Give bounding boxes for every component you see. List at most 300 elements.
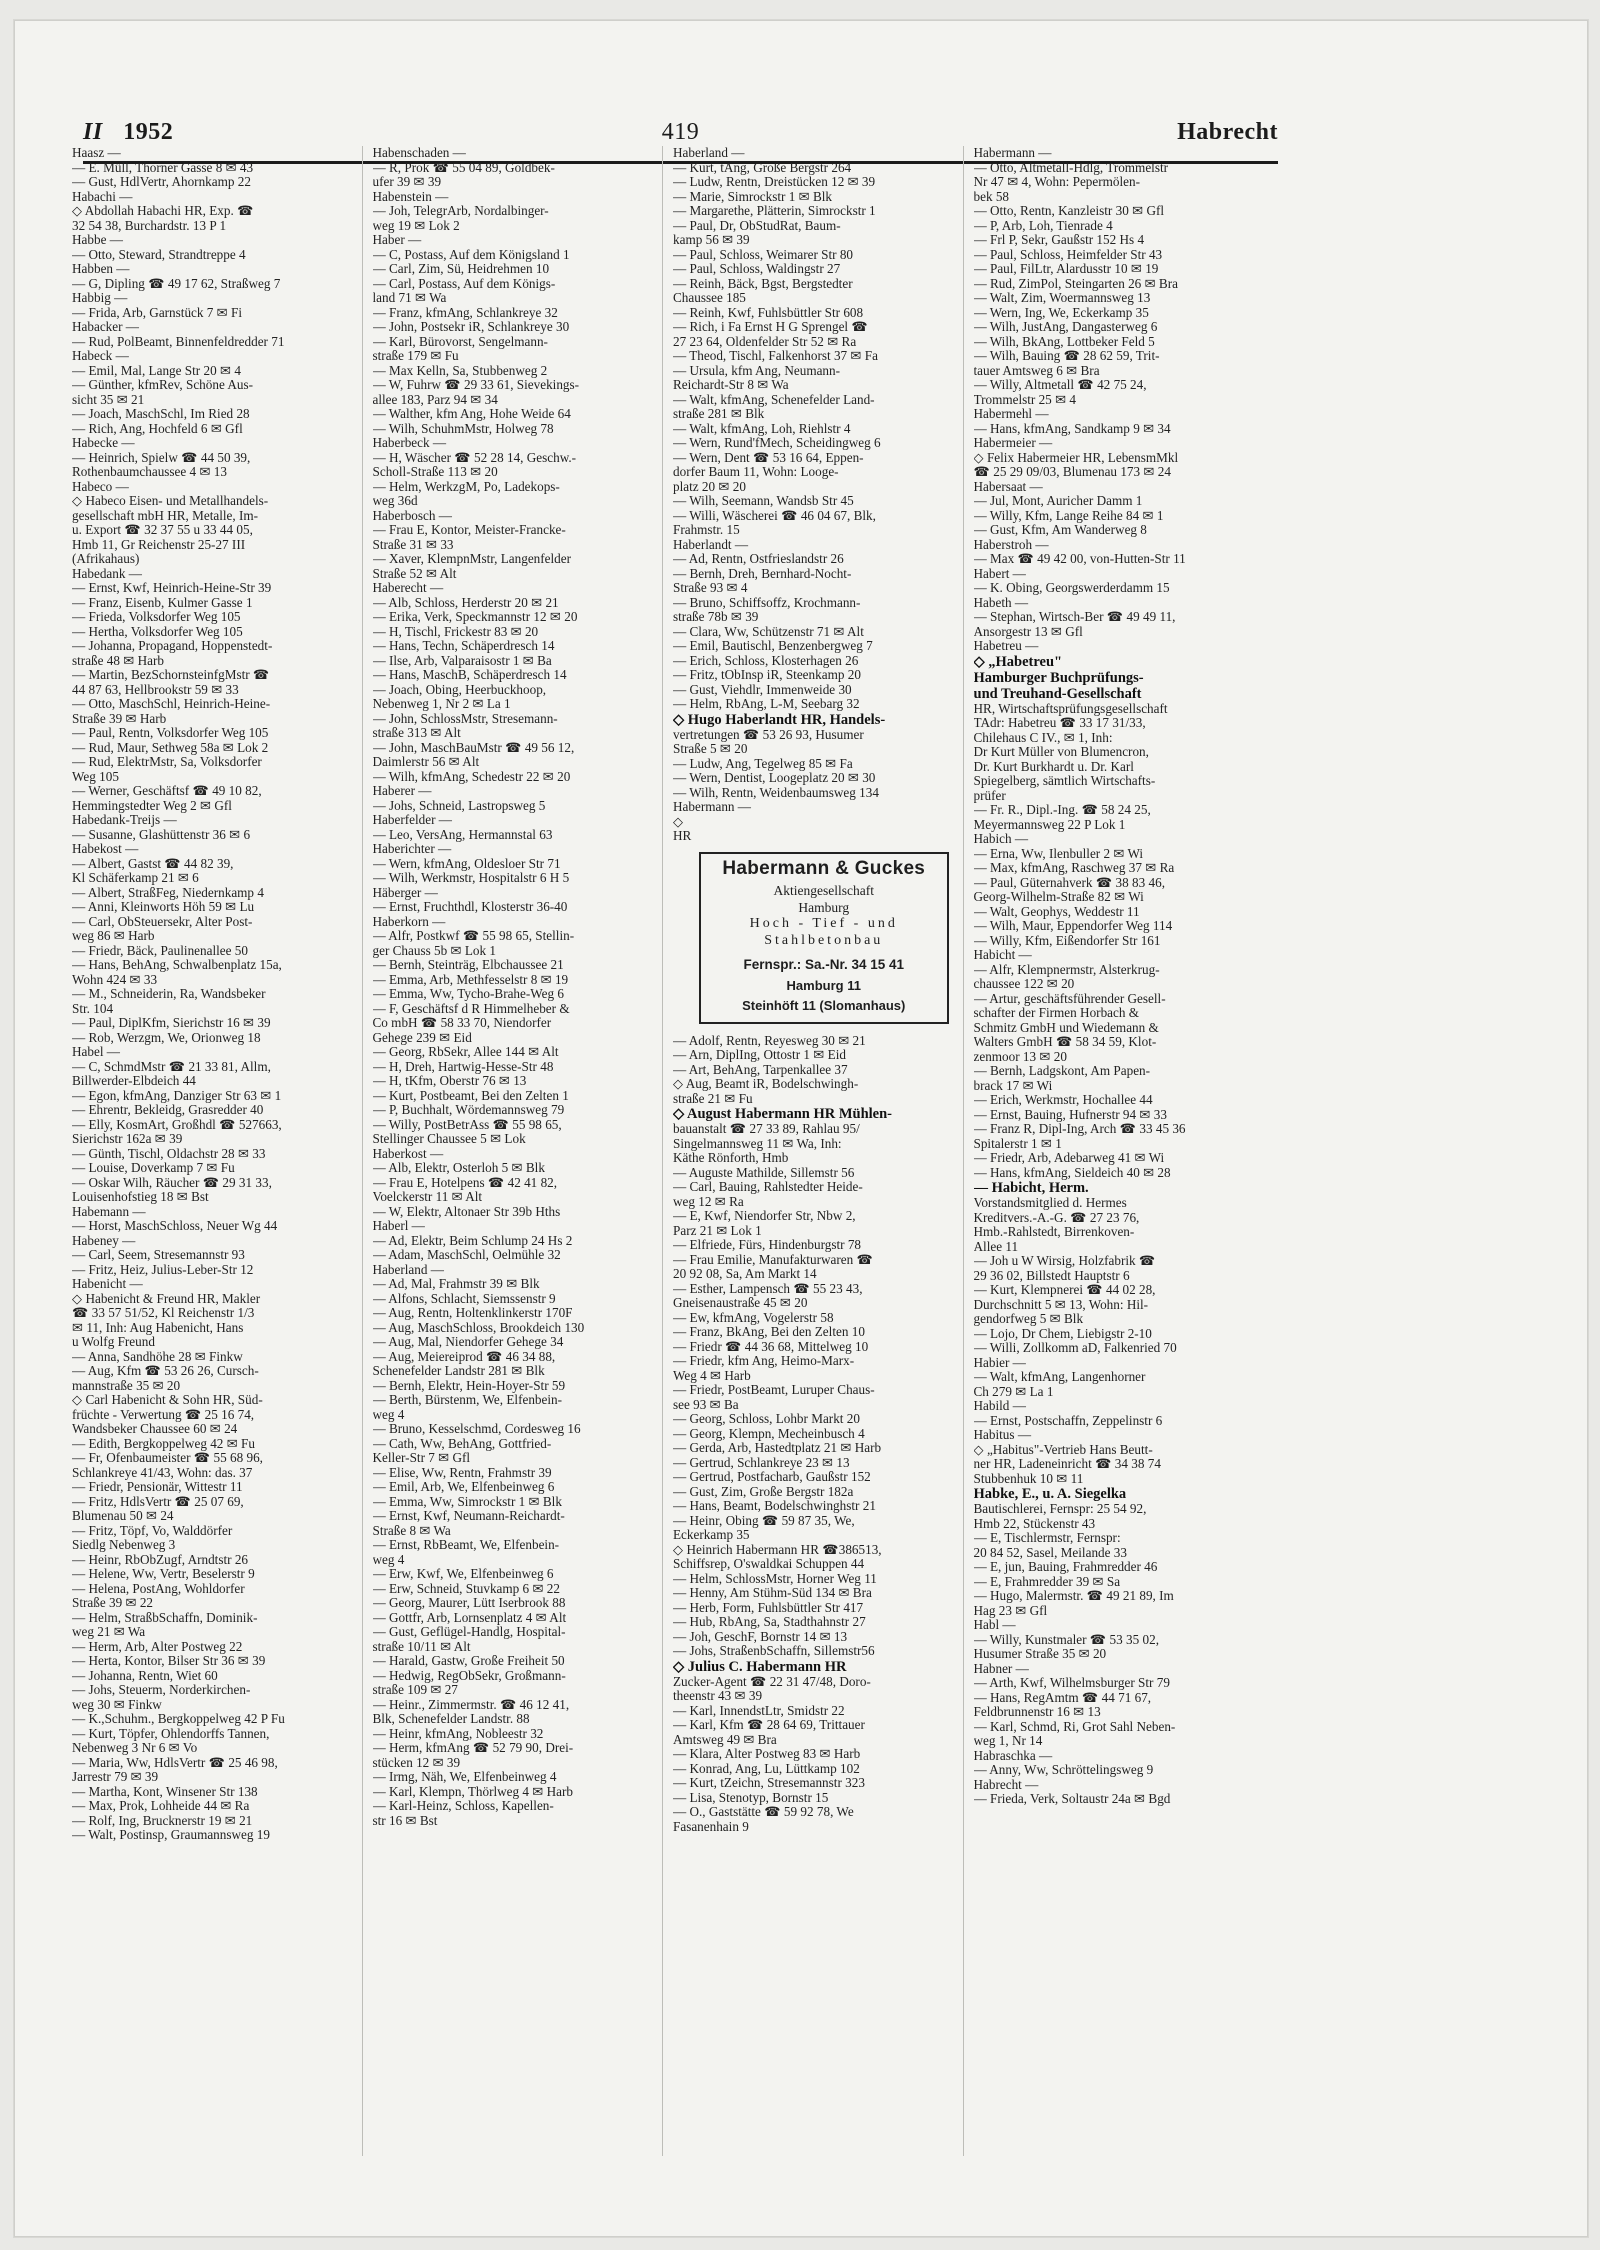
directory-line: — Ew, kfmAng, Vogelerstr 58 bbox=[673, 1310, 834, 1325]
directory-line: Feldbrunnenstr 16 ✉ 13 bbox=[973, 1705, 1101, 1719]
page-number: 419 bbox=[661, 119, 700, 145]
directory-line: stücken 12 ✉ 39 bbox=[372, 1755, 461, 1770]
directory-line: — Heinr, kfmAng, Nobleestr 32 bbox=[372, 1726, 544, 1741]
ad-line2: Hamburg bbox=[798, 899, 850, 915]
directory-line: — E, Frahmredder 39 ✉ Sa bbox=[973, 1574, 1121, 1589]
directory-line: — Gottfr, Arb, Lornsenplatz 4 ✉ Alt bbox=[372, 1610, 567, 1625]
ad-addr1: Hamburg 11 bbox=[786, 977, 861, 993]
directory-line: sicht 35 ✉ 21 bbox=[72, 392, 145, 407]
ad-addr2: Steinhöft 11 (Slomanhaus) bbox=[742, 998, 906, 1013]
directory-line: Schmitz GmbH und Wiedemann & bbox=[973, 1020, 1159, 1035]
directory-line: — Helene, Ww, Vertr, Beselerstr 9 bbox=[72, 1567, 255, 1581]
directory-line: — O., Gaststätte ☎ 59 92 78, We bbox=[673, 1805, 854, 1819]
directory-line: — W, Elektr, Altonaer Str 39b Hths bbox=[372, 1204, 561, 1219]
directory-line: weg 4 bbox=[372, 1407, 405, 1422]
directory-line: — Frida, Arb, Garnstück 7 ✉ Fi bbox=[72, 305, 243, 320]
directory-line: — Wilh, JustAng, Dangasterweg 6 bbox=[973, 320, 1158, 334]
directory-line: — Oskar Wilh, Räucher ☎ 29 31 33, bbox=[72, 1175, 272, 1190]
directory-line: — Frau E, Hotelpens ☎ 42 41 82, bbox=[372, 1175, 558, 1190]
directory-line: Weg 105 bbox=[72, 769, 119, 784]
directory-line: ◇ Aug, Beamt iR, Bodelschwingh- bbox=[673, 1077, 859, 1091]
directory-line: — E, Tischlermstr, Fernspr: bbox=[973, 1531, 1121, 1545]
directory-line: — Hugo, Malermstr. ☎ 49 21 89, Im bbox=[973, 1589, 1174, 1603]
directory-line: — Aug, Kfm ☎ 53 26 26, Cursch- bbox=[72, 1364, 259, 1378]
directory-line: weg 21 ✉ Wa bbox=[72, 1625, 146, 1639]
directory-line: Habbig — bbox=[72, 291, 128, 305]
directory-line: HR bbox=[673, 829, 692, 843]
directory-line: Wandsbeker Chaussee 60 ✉ 24 bbox=[72, 1422, 238, 1436]
directory-line: — Helm, RbAng, L-M, Seebarg 32 bbox=[673, 697, 860, 711]
directory-line: — Franz R, Dipl-Ing, Arch ☎ 33 45 36 bbox=[973, 1122, 1186, 1136]
directory-line: — Gertrud, Postfacharb, Gaußstr 152 bbox=[673, 1470, 871, 1484]
directory-line: — Fr. R., Dipl.-Ing. ☎ 58 24 25, bbox=[973, 803, 1151, 817]
directory-line: Haberichter — bbox=[372, 842, 452, 856]
directory-line: Haberland — bbox=[673, 146, 745, 160]
directory-line: Habacker — bbox=[72, 320, 139, 334]
directory-line: — Kurt, tAng, Große Bergstr 264 bbox=[673, 160, 852, 175]
directory-line: — Hans, Beamt, Bodelschwinghstr 21 bbox=[673, 1499, 876, 1513]
directory-line: — Rud, PolBeamt, Binnenfeldredder 71 bbox=[72, 334, 285, 349]
directory-line: — P, Arb, Loh, Tienrade 4 bbox=[973, 218, 1113, 233]
directory-line: — Erw, Kwf, We, Elfenbeinweg 6 bbox=[372, 1567, 554, 1581]
directory-line: Habetreu — bbox=[973, 639, 1039, 653]
directory-line: — Max, Prok, Lohheide 44 ✉ Ra bbox=[72, 1799, 250, 1813]
directory-line: — Ilse, Arb, Valparaisostr 1 ✉ Ba bbox=[372, 653, 552, 668]
directory-line: — Ernst, Kwf, Neumann-Reichardt- bbox=[372, 1509, 565, 1523]
directory-line: — Günth, Tischl, Oldachstr 28 ✉ 33 bbox=[72, 1146, 266, 1161]
directory-line: Habersaat — bbox=[973, 479, 1043, 494]
directory-line: — Fritz, tObInsp iR, Steenkamp 20 bbox=[673, 668, 861, 682]
directory-line: — Otto, Rentn, Kanzleistr 30 ✉ Gfl bbox=[973, 204, 1165, 218]
directory-line: — Wilh, Bauing ☎ 28 62 59, Trit- bbox=[973, 349, 1160, 363]
directory-line: Habeney — bbox=[72, 1233, 136, 1248]
directory-line: — Carl, Zim, Sü, Heidrehmen 10 bbox=[372, 262, 550, 276]
directory-line: Straße 39 ✉ Harb bbox=[72, 711, 167, 726]
directory-line: Eckerkamp 35 bbox=[673, 1528, 750, 1542]
directory-line: bauanstalt ☎ 27 33 89, Rahlau 95/ bbox=[673, 1122, 860, 1136]
directory-line: 32 54 38, Burchardstr. 13 P 1 bbox=[72, 218, 227, 233]
directory-line: — Anna, Sandhöhe 28 ✉ Finkw bbox=[72, 1349, 243, 1364]
directory-line: — Habicht, Herm. bbox=[973, 1180, 1089, 1196]
directory-line: Straße 93 ✉ 4 bbox=[673, 581, 748, 595]
directory-line: — Erika, Verk, Speckmannstr 12 ✉ 20 bbox=[372, 610, 578, 624]
directory-line: kamp 56 ✉ 39 bbox=[673, 233, 750, 247]
directory-line: — Aug, Meiereiprod ☎ 46 34 88, bbox=[372, 1349, 556, 1364]
directory-line: Keller-Str 7 ✉ Gfl bbox=[372, 1451, 471, 1465]
directory-line: — Carl, ObSteuersekr, Alter Post- bbox=[72, 914, 253, 929]
directory-line: — Esther, Lampensch ☎ 55 23 43, bbox=[673, 1281, 863, 1296]
directory-line: Blumenau 50 ✉ 24 bbox=[72, 1509, 174, 1523]
directory-line: gendorfweg 5 ✉ Blk bbox=[973, 1312, 1084, 1326]
directory-line: — K. Obing, Georgswerderdamm 15 bbox=[973, 581, 1170, 595]
directory-line: Habermeier — bbox=[973, 436, 1053, 450]
directory-line: Haberstroh — bbox=[973, 537, 1049, 552]
directory-line: — Gust, Viehdlr, Immenweide 30 bbox=[673, 682, 852, 697]
directory-line: — Rud, Maur, Sethweg 58a ✉ Lok 2 bbox=[72, 740, 269, 755]
directory-line: — Georg, RbSekr, Allee 144 ✉ Alt bbox=[372, 1045, 559, 1059]
directory-line: — Hertha, Volksdorfer Weg 105 bbox=[72, 624, 243, 639]
directory-line: Nebenweg 3 Nr 6 ✉ Vo bbox=[72, 1741, 198, 1755]
directory-line: Gneisenaustraße 45 ✉ 20 bbox=[673, 1296, 808, 1310]
column-1 bbox=[68, 146, 363, 2156]
directory-line: brack 17 ✉ Wi bbox=[973, 1078, 1053, 1093]
directory-line: Habert — bbox=[973, 566, 1026, 581]
directory-line: — Johs, StraßenbSchaffn, Sillemstr56 bbox=[673, 1644, 875, 1658]
directory-line: Habemann — bbox=[72, 1204, 146, 1219]
directory-line: — Werner, Geschäftsf ☎ 49 10 82, bbox=[72, 784, 262, 798]
directory-line: — Hans, RegAmtm ☎ 44 71 67, bbox=[973, 1690, 1152, 1705]
directory-line: — P, Buchhalt, Wördemannsweg 79 bbox=[372, 1103, 565, 1117]
directory-line: — Friedr ☎ 44 36 68, Mittelweg 10 bbox=[673, 1339, 869, 1354]
directory-line: — Lojo, Dr Chem, Liebigstr 2-10 bbox=[973, 1326, 1152, 1341]
directory-line: — Gust, Geflügel-Handlg, Hospital- bbox=[372, 1625, 566, 1639]
directory-line: ✉ 11, Inh: Aug Habenicht, Hans bbox=[72, 1320, 244, 1335]
directory-line: — Emil, Arb, We, Elfenbeinweg 6 bbox=[372, 1480, 555, 1494]
directory-line: Habben — bbox=[72, 262, 130, 276]
directory-line: — Franz, kfmAng, Schlankreye 32 bbox=[372, 305, 558, 320]
directory-line: Habel — bbox=[72, 1045, 120, 1059]
directory-line: — Hans, Techn, Schäperdresch 14 bbox=[372, 639, 555, 653]
directory-line: — Georg, Maurer, Lütt Iserbrook 88 bbox=[372, 1596, 566, 1610]
directory-line: Habraschka — bbox=[973, 1748, 1053, 1763]
directory-line: Husumer Straße 35 ✉ 20 bbox=[973, 1647, 1107, 1661]
directory-line: — Stephan, Wirtsch-Ber ☎ 49 49 11, bbox=[973, 610, 1176, 624]
directory-line: Haberland — bbox=[372, 1262, 444, 1277]
directory-line: — Paul, DiplKfm, Sierichstr 16 ✉ 39 bbox=[72, 1016, 271, 1030]
directory-line: weg 19 ✉ Lok 2 bbox=[372, 218, 460, 233]
directory-line: — Xaver, KlempnMstr, Langenfelder bbox=[372, 552, 572, 566]
ad-title: Habermann & Guckes bbox=[722, 857, 926, 879]
directory-line: ◇ Habenicht & Freund HR, Makler bbox=[72, 1291, 261, 1306]
directory-line: Weg 4 ✉ Harb bbox=[673, 1368, 751, 1383]
directory-line: ner HR, Ladeneinricht ☎ 34 38 74 bbox=[973, 1457, 1161, 1471]
directory-line: straße 313 ✉ Alt bbox=[372, 726, 461, 740]
directory-line: Reichardt-Str 8 ✉ Wa bbox=[673, 378, 789, 392]
directory-line: — Bruno, Kesselschmd, Cordesweg 16 bbox=[372, 1422, 581, 1436]
directory-line: — Fr, Ofenbaumeister ☎ 55 68 96, bbox=[72, 1451, 263, 1465]
directory-line: — Ursula, kfm Ang, Neumann- bbox=[673, 363, 841, 378]
directory-line: — H, Tischl, Frickestr 83 ✉ 20 bbox=[372, 624, 539, 639]
directory-line: — Frau Emilie, Manufakturwaren ☎ bbox=[673, 1252, 873, 1267]
directory-line: ◇ Hugo Haberlandt HR, Handels- bbox=[673, 711, 886, 728]
directory-line: — Paul, Schloss, Heimfelder Str 43 bbox=[973, 247, 1163, 262]
directory-line: — Hans, kfmAng, Sieldeich 40 ✉ 28 bbox=[973, 1165, 1171, 1180]
directory-line: — Gust, Zim, Große Bergstr 182a bbox=[673, 1484, 854, 1499]
ad-line4: Stahlbetonbau bbox=[764, 932, 884, 948]
directory-line: Haberbeck — bbox=[372, 436, 447, 450]
directory-line: — Emil, Mal, Lange Str 20 ✉ 4 bbox=[72, 363, 241, 378]
directory-line: und Treuhand-Gesellschaft bbox=[973, 685, 1142, 702]
directory-line: ◇ Julius C. Habermann HR bbox=[673, 1658, 847, 1675]
directory-line: Georg-Wilhelm-Straße 82 ✉ Wi bbox=[973, 890, 1144, 904]
directory-line: — R, Prok ☎ 55 04 89, Goldbek- bbox=[372, 160, 555, 175]
directory-line: — Emma, Ww, Simrockstr 1 ✉ Blk bbox=[372, 1494, 562, 1509]
directory-line: — Ad, Elektr, Beim Schlump 24 Hs 2 bbox=[372, 1233, 573, 1248]
directory-line: Jarrestr 79 ✉ 39 bbox=[72, 1770, 159, 1784]
directory-line: weg 12 ✉ Ra bbox=[673, 1194, 744, 1209]
directory-line: — Elise, Ww, Rentn, Frahmstr 39 bbox=[372, 1465, 552, 1480]
directory-line: — Bernh, Steinträg, Elbchaussee 21 bbox=[372, 958, 564, 972]
directory-line: — Theod, Tischl, Falkenhorst 37 ✉ Fa bbox=[673, 349, 878, 363]
directory-line: — Karl, Klempn, Thörlweg 4 ✉ Harb bbox=[372, 1784, 574, 1799]
directory-line: — Carl, Postass, Auf dem Königs- bbox=[372, 276, 556, 291]
directory-line: Dr Kurt Müller von Blumencron, bbox=[973, 745, 1149, 759]
directory-line: Habner — bbox=[973, 1661, 1029, 1676]
directory-line: — Otto, Steward, Strandtreppe 4 bbox=[72, 247, 246, 262]
directory-line: — Willy, Kfm, Lange Reihe 84 ✉ 1 bbox=[973, 508, 1164, 523]
directory-line: — Anny, Ww, Schröttelingsweg 9 bbox=[973, 1763, 1154, 1777]
directory-line: vertretungen ☎ 53 26 93, Husumer bbox=[673, 727, 864, 742]
directory-line: zenmoor 13 ✉ 20 bbox=[973, 1049, 1067, 1064]
directory-line: Daimlerstr 56 ✉ Alt bbox=[372, 755, 480, 769]
directory-line: — Emil, Bautischl, Benzenbergweg 7 bbox=[673, 639, 873, 653]
directory-line: — John, SchlossMstr, Stresemann- bbox=[372, 711, 558, 726]
directory-line: ◇ Carl Habenicht & Sohn HR, Süd- bbox=[72, 1393, 263, 1407]
directory-line: straße 48 ✉ Harb bbox=[72, 653, 164, 668]
directory-line: Spitalerstr 1 ✉ 1 bbox=[973, 1136, 1062, 1151]
directory-line: Habermann — bbox=[973, 146, 1052, 160]
directory-line: — Arn, DiplIng, Ottostr 1 ✉ Eid bbox=[673, 1048, 846, 1062]
directory-line: — Wilh, Werkmstr, Hospitalstr 6 H 5 bbox=[372, 871, 570, 885]
directory-line: Habeck — bbox=[72, 349, 129, 363]
directory-line: Straße 52 ✉ Alt bbox=[372, 566, 457, 581]
directory-line: — K.,Schuhm., Bergkoppelweg 42 P Fu bbox=[72, 1712, 285, 1726]
directory-line: — Harald, Gastw, Große Freiheit 50 bbox=[372, 1654, 565, 1668]
directory-line: Habich — bbox=[973, 832, 1029, 846]
directory-line: — Aug, Rentn, Holtenklinkerstr 170F bbox=[372, 1306, 573, 1320]
directory-line: — Erich, Werkmstr, Hochallee 44 bbox=[973, 1093, 1153, 1107]
directory-line: straße 109 ✉ 27 bbox=[372, 1683, 458, 1697]
directory-line: Vorstandsmitglied d. Hermes bbox=[973, 1196, 1127, 1210]
directory-line: — Anni, Kleinworts Höh 59 ✉ Lu bbox=[72, 900, 255, 914]
directory-line: 27 23 64, Oldenfelder Str 52 ✉ Ra bbox=[673, 334, 857, 349]
directory-line: — Willy, Kfm, Eißendorfer Str 161 bbox=[973, 933, 1161, 948]
directory-line: Habbe — bbox=[72, 233, 123, 247]
directory-line: Habedank — bbox=[72, 566, 142, 581]
directory-line: — Konrad, Ang, Lu, Lüttkamp 102 bbox=[673, 1761, 860, 1776]
directory-line: — Egon, kfmAng, Danziger Str 63 ✉ 1 bbox=[72, 1088, 282, 1103]
directory-line: — Erich, Schloss, Klosterhagen 26 bbox=[673, 653, 859, 668]
directory-line: — Leo, VersAng, Hermannstal 63 bbox=[372, 827, 553, 842]
directory-line: — Joach, Obing, Heerbuckhoop, bbox=[372, 682, 547, 697]
directory-line: — Carl, Bauing, Rahlstedter Heide- bbox=[673, 1180, 863, 1194]
directory-line: — Ernst, Kwf, Heinrich-Heine-Str 39 bbox=[72, 581, 272, 595]
directory-line: Zucker-Agent ☎ 22 31 47/48, Doro- bbox=[673, 1674, 871, 1689]
directory-line: — Johanna, Propagand, Hoppenstedt- bbox=[72, 639, 273, 653]
directory-line: bek 58 bbox=[973, 189, 1010, 204]
directory-line: ger Chauss 5b ✉ Lok 1 bbox=[372, 943, 496, 958]
directory-line: Amtsweg 49 ✉ Bra bbox=[673, 1732, 777, 1747]
directory-line: Haasz — bbox=[72, 146, 121, 160]
directory-line: — Fritz, Heiz, Julius-Leber-Str 12 bbox=[72, 1262, 254, 1277]
directory-line: — Wern, kfmAng, Oldesloer Str 71 bbox=[372, 856, 561, 871]
directory-line: — Horst, MaschSchloss, Neuer Wg 44 bbox=[72, 1219, 278, 1233]
directory-line: Haberlandt — bbox=[673, 537, 749, 552]
directory-line: — Alb, Elektr, Osterloh 5 ✉ Blk bbox=[372, 1161, 545, 1175]
directory-line: — Alb, Schloss, Herderstr 20 ✉ 21 bbox=[372, 595, 559, 610]
directory-line: Habecke — bbox=[72, 436, 135, 450]
advertisement-box bbox=[699, 852, 949, 1024]
directory-line: Gehege 239 ✉ Eid bbox=[372, 1030, 472, 1045]
directory-line: — Heinr., Zimmermstr. ☎ 46 12 41, bbox=[372, 1697, 570, 1712]
directory-line: ☎ 25 29 09/03, Blumenau 173 ✉ 24 bbox=[973, 465, 1171, 479]
directory-line: — Henny, Am Stühm-Süd 134 ✉ Bra bbox=[673, 1586, 872, 1600]
directory-line: — Alfons, Schlacht, Siemssenstr 9 bbox=[372, 1291, 556, 1306]
directory-line: — Wern, Dent ☎ 53 16 64, Eppen- bbox=[673, 450, 864, 465]
directory-line: Kreditvers.-A.-G. ☎ 27 23 76, bbox=[973, 1210, 1140, 1225]
directory-line: — Joh u W Wirsig, Holzfabrik ☎ bbox=[973, 1254, 1156, 1268]
directory-line: Straße 31 ✉ 33 bbox=[372, 537, 454, 552]
directory-line: — Emma, Arb, Methfesselstr 8 ✉ 19 bbox=[372, 972, 569, 987]
directory-line: — Walther, kfm Ang, Hohe Weide 64 bbox=[372, 407, 571, 421]
directory-line: — Willy, PostBetrAss ☎ 55 98 65, bbox=[372, 1117, 562, 1132]
directory-line: Dr. Kurt Burkhardt u. Dr. Karl bbox=[973, 759, 1134, 774]
directory-line: — Adam, MaschSchl, Oelmühle 32 bbox=[372, 1248, 561, 1262]
directory-line: Frahmstr. 15 bbox=[673, 523, 740, 537]
directory-line: Sierichstr 162a ✉ 39 bbox=[72, 1132, 183, 1146]
directory-line: — Friedr, Bäck, Paulinenallee 50 bbox=[72, 943, 248, 958]
directory-line: prüfer bbox=[973, 788, 1006, 803]
directory-line: — Georg, Klempn, Mecheinbusch 4 bbox=[673, 1426, 865, 1441]
directory-line: — Paul, Schloss, Waldingstr 27 bbox=[673, 262, 841, 276]
directory-line: Ch 279 ✉ La 1 bbox=[973, 1384, 1054, 1399]
directory-line: Chaussee 185 bbox=[673, 291, 746, 305]
directory-line: 20 92 08, Sa, Am Markt 14 bbox=[673, 1267, 817, 1281]
directory-line: Habachi — bbox=[72, 189, 133, 204]
directory-line: — Karl, InnendstLtr, Smidstr 22 bbox=[673, 1703, 845, 1718]
directory-line: TAdr: Habetreu ☎ 33 17 31/33, bbox=[973, 716, 1146, 730]
directory-line: Singelmannsweg 11 ✉ Wa, Inh: bbox=[673, 1136, 842, 1151]
directory-line: — Helm, SchlossMstr, Horner Weg 11 bbox=[673, 1571, 877, 1586]
directory-line: — Wilh, Rentn, Weidenbaumsweg 134 bbox=[673, 785, 879, 800]
directory-line: — Ernst, Fruchthdl, Klosterstr 36-40 bbox=[372, 900, 568, 914]
directory-line: — M., Schneiderin, Ra, Wandsbeker bbox=[72, 987, 266, 1001]
directory-line: Blk, Schenefelder Landstr. 88 bbox=[372, 1712, 530, 1726]
directory-line: — Adolf, Rentn, Reyesweg 30 ✉ 21 bbox=[673, 1033, 866, 1048]
directory-line: — Rud, ElektrMstr, Sa, Volksdorfer bbox=[72, 755, 262, 769]
directory-line: Haberfelder — bbox=[372, 813, 452, 827]
directory-line: — Margarethe, Plätterin, Simrockstr 1 bbox=[673, 204, 876, 218]
directory-line: — F, Geschäftsf d R Himmelheber & bbox=[372, 1001, 570, 1016]
directory-line: — Willy, Altmetall ☎ 42 75 24, bbox=[973, 378, 1147, 392]
directory-line: — Max, kfmAng, Raschweg 37 ✉ Ra bbox=[973, 861, 1175, 875]
directory-line: — Max Kelln, Sa, Stubbenweg 2 bbox=[372, 363, 548, 378]
directory-line: Bautischlerei, Fernspr: 25 54 92, bbox=[973, 1502, 1147, 1516]
directory-line: — Ludw, Rentn, Dreistücken 12 ✉ 39 bbox=[673, 175, 876, 189]
directory-line: (Afrikahaus) bbox=[72, 552, 140, 566]
ad-phone: Fernspr.: Sa.-Nr. 34 15 41 bbox=[743, 957, 905, 972]
directory-line: — Kurt, tZeichn, Stresemannstr 323 bbox=[673, 1776, 865, 1790]
year: 1952 bbox=[123, 119, 174, 145]
directory-line: Schenefelder Landstr 281 ✉ Blk bbox=[372, 1364, 545, 1378]
directory-line: — Max ☎ 49 42 00, von-Hutten-Str 11 bbox=[973, 552, 1186, 566]
directory-line: — Klara, Alter Postweg 83 ✉ Harb bbox=[673, 1747, 861, 1761]
directory-line: weg 86 ✉ Harb bbox=[72, 929, 155, 943]
directory-line: — Helena, PostAng, Wohldorfer bbox=[72, 1581, 245, 1596]
directory-line: — G, Dipling ☎ 49 17 62, Straßweg 7 bbox=[72, 276, 281, 291]
directory-line: 20 84 52, Sasel, Meilande 33 bbox=[973, 1545, 1127, 1560]
directory-line: — Gust, HdlVertr, Ahornkamp 22 bbox=[72, 175, 251, 189]
directory-line: — Paul, Schloss, Weimarer Str 80 bbox=[673, 247, 854, 262]
directory-line: — Otto, Altmetall-Hdlg, Trommelstr bbox=[973, 160, 1169, 175]
directory-line: — Berth, Bürstenm, We, Elfenbein- bbox=[372, 1393, 563, 1407]
directory-line: gesellschaft mbH HR, Metalle, Im- bbox=[72, 508, 259, 523]
directory-line: — E, jun, Bauing, Frahmredder 46 bbox=[973, 1560, 1158, 1574]
directory-line: ◇ Abdollah Habachi HR, Exp. ☎ bbox=[72, 204, 254, 218]
directory-line: — Hans, MaschB, Schäperdresch 14 bbox=[372, 668, 567, 682]
directory-line: platz 20 ✉ 20 bbox=[673, 479, 746, 494]
directory-line: — Friedr, Pensionär, Wittestr 11 bbox=[72, 1480, 243, 1494]
directory-line: — Paul, FilLtr, Alardusstr 10 ✉ 19 bbox=[973, 262, 1159, 276]
directory-line: Nr 47 ✉ 4, Wohn: Pepermölen- bbox=[973, 175, 1141, 189]
directory-line: — Helm, WerkzgM, Po, Ladekops- bbox=[372, 479, 560, 494]
directory-line: weg 30 ✉ Finkw bbox=[72, 1697, 162, 1712]
directory-line: Hmb 22, Stückenstr 43 bbox=[973, 1516, 1096, 1531]
directory-line: — Alfr, Klempnermstr, Alsterkrug- bbox=[973, 962, 1160, 977]
directory-line: Habedank-Treijs — bbox=[72, 813, 177, 827]
directory-line: — Johs, Steuerm, Norderkirchen- bbox=[72, 1683, 251, 1697]
directory-line: Kl Schäferkamp 21 ✉ 6 bbox=[72, 871, 199, 885]
directory-line: — Aug, Mal, Niendorfer Gehege 34 bbox=[372, 1335, 564, 1349]
directory-line: — Clara, Ww, Schützenstr 71 ✉ Alt bbox=[673, 624, 864, 639]
directory-line: Co mbH ☎ 58 33 70, Niendorfer bbox=[372, 1016, 552, 1030]
directory-line: — Frl P, Sekr, Gaußstr 152 Hs 4 bbox=[973, 233, 1145, 247]
directory-line: — Ad, Mal, Frahmstr 39 ✉ Blk bbox=[372, 1277, 540, 1291]
directory-line: Hmb 11, Gr Reichenstr 25-27 III bbox=[72, 537, 246, 552]
directory-line: Habermann — bbox=[673, 800, 751, 814]
ad-line1: Aktiengesellschaft bbox=[773, 883, 874, 898]
directory-line: — Erw, Schneid, Stuvkamp 6 ✉ 22 bbox=[372, 1581, 560, 1596]
directory-line: Habitus — bbox=[973, 1428, 1032, 1442]
directory-line: ◇ Habeco Eisen- und Metallhandels- bbox=[72, 494, 269, 508]
directory-line: Str. 104 bbox=[72, 1001, 114, 1016]
directory-line: — Gertrud, Schlankreye 23 ✉ 13 bbox=[673, 1455, 850, 1470]
directory-line: u. Export ☎ 32 37 55 u 33 44 05, bbox=[72, 523, 253, 537]
directory-line: Haberecht — bbox=[372, 581, 444, 595]
directory-line: Habenstein — bbox=[372, 189, 449, 204]
directory-line: — Reinh, Kwf, Fuhlsbüttler Str 608 bbox=[673, 305, 864, 320]
directory-line: Straße 39 ✉ 22 bbox=[72, 1596, 154, 1610]
catchword: Habrecht bbox=[1177, 119, 1278, 145]
directory-line: — Karl, Schmd, Ri, Grot Sahl Neben- bbox=[973, 1719, 1176, 1734]
directory-line: chaussee 122 ✉ 20 bbox=[973, 977, 1075, 991]
directory-line: Häberger — bbox=[372, 885, 438, 900]
directory-line: — Ernst, RbBeamt, We, Elfenbein- bbox=[372, 1538, 560, 1552]
directory-line: — Artur, geschäftsführender Gesell- bbox=[973, 991, 1166, 1006]
directory-line: Ansorgestr 13 ✉ Gfl bbox=[973, 624, 1083, 639]
directory-line: allee 183, Parz 94 ✉ 34 bbox=[372, 392, 498, 407]
directory-line: — Arth, Kwf, Wilhelmsburger Str 79 bbox=[973, 1676, 1170, 1690]
directory-line: Spiegelberg, sämtlich Wirtschafts- bbox=[973, 774, 1156, 788]
directory-line: Hag 23 ✉ Gfl bbox=[973, 1603, 1048, 1618]
directory-line: — Friedr, PostBeamt, Luruper Chaus- bbox=[673, 1383, 875, 1397]
directory-line: — Willy, Kunstmaler ☎ 53 35 02, bbox=[973, 1632, 1159, 1647]
directory-line: — Bernh, Dreh, Bernhard-Nocht- bbox=[673, 566, 852, 581]
directory-line: — Edith, Bergkoppelweg 42 ✉ Fu bbox=[72, 1436, 255, 1451]
directory-line: Straße 8 ✉ Wa bbox=[372, 1523, 451, 1538]
directory-line: land 71 ✉ Wa bbox=[372, 291, 447, 305]
directory-line: see 93 ✉ Ba bbox=[673, 1397, 739, 1412]
directory-line: Hemmingstedter Weg 2 ✉ Gfl bbox=[72, 798, 232, 813]
directory-line: Habeth — bbox=[973, 595, 1029, 610]
directory-line: Chilehaus C IV., ✉ 1, Inh: bbox=[973, 730, 1113, 745]
directory-line: — Jul, Mont, Auricher Damm 1 bbox=[973, 494, 1143, 508]
directory-line: — Elfriede, Fürs, Hindenburgstr 78 bbox=[673, 1238, 862, 1252]
directory-line: — Walt, Zim, Woermannsweg 13 bbox=[973, 291, 1151, 305]
directory-line: — Bernh, Elektr, Hein-Hoyer-Str 59 bbox=[372, 1378, 566, 1393]
directory-line: — Rob, Werzgm, We, Orionweg 18 bbox=[72, 1030, 261, 1045]
directory-line: Habl — bbox=[973, 1618, 1016, 1632]
